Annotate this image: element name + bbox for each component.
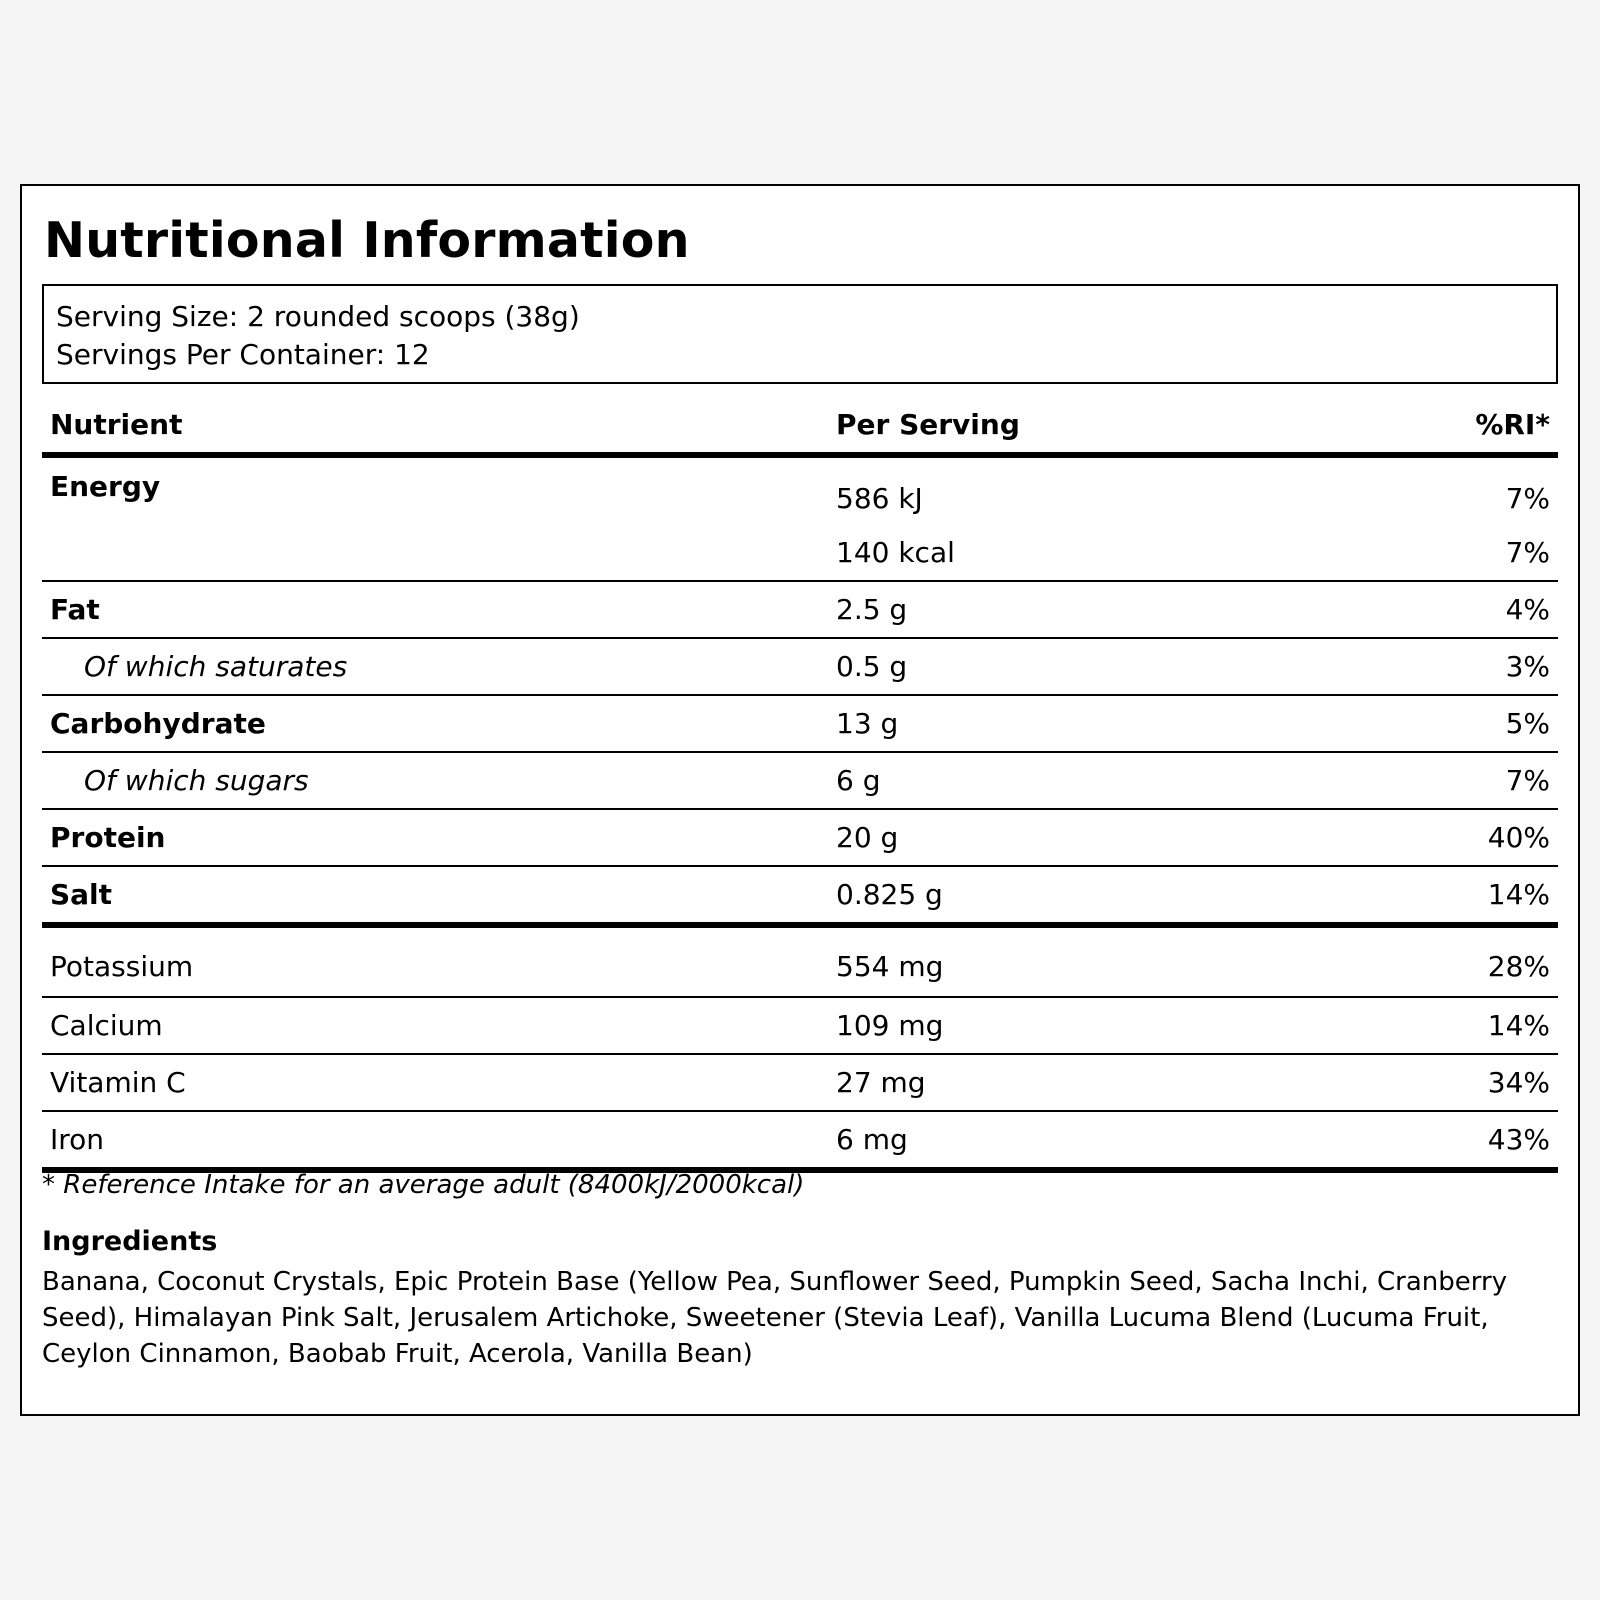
per-serving-value: 6 g: [828, 752, 1364, 809]
nutrient-name: Carbohydrate: [42, 695, 828, 752]
ri-value: 7%: [1364, 525, 1558, 581]
ri-value: 5%: [1364, 695, 1558, 752]
per-serving-value: 13 g: [828, 695, 1364, 752]
per-serving-value: 27 mg: [828, 1054, 1364, 1111]
nutrition-panel: [20, 184, 1580, 1416]
nutrient-name: Of which sugars: [42, 752, 828, 809]
table-row-energy-kj: [42, 455, 1558, 525]
table-row-potassium: [42, 925, 1558, 997]
nutrient-name: Salt: [42, 866, 828, 925]
header-ri: %RI*: [1364, 396, 1558, 455]
nutrient-name: Fat: [42, 581, 828, 638]
table-row-protein: [42, 809, 1558, 866]
ri-value: 28%: [1364, 925, 1558, 997]
ri-value: 7%: [1505, 482, 1550, 515]
ri-value: 43%: [1364, 1111, 1558, 1170]
header-per-serving: Per Serving: [828, 396, 1364, 455]
per-serving-value: 20 g: [828, 809, 1364, 866]
header-nutrient: Nutrient: [42, 396, 828, 455]
servings-per-container: Servings Per Container: 12: [56, 338, 430, 371]
ri-value: 34%: [1364, 1054, 1558, 1111]
table-header-row: [42, 396, 1558, 455]
nutrient-name: Iron: [42, 1111, 828, 1170]
ingredients-heading: Ingredients: [42, 1226, 218, 1257]
per-serving-value: 140 kcal: [828, 525, 1364, 581]
ri-value: 14%: [1364, 866, 1558, 925]
table-row-salt: [42, 866, 1558, 925]
reference-intake-footnote: * Reference Intake for an average adult (8400kJ/2000kcal): [42, 1170, 805, 1200]
per-serving-value: 586 kJ: [836, 482, 923, 515]
table-row-vitamin-c: [42, 1054, 1558, 1111]
per-serving-value: 554 mg: [828, 925, 1364, 997]
table-row-iron: [42, 1111, 1558, 1170]
table-row-saturates: [42, 638, 1558, 695]
per-serving-value: 109 mg: [828, 997, 1364, 1054]
ri-value: 7%: [1364, 752, 1558, 809]
ri-value: 4%: [1364, 581, 1558, 638]
ingredients-text: Banana, Coconut Crystals, Epic Protein Base (Yellow Pea, Sunflower Seed, Pumpkin Seed, Sacha Inchi, Cranberry Seed), Himalayan Pink Salt, Jerusalem Artichoke, Sweetener (Stevia Leaf), Vanilla Lucuma Blend (Lucuma Fruit, Ceylon Cinnamon, Baobab Fruit, Acerola, Vanilla Bean): [42, 1267, 1508, 1369]
ri-value: 40%: [1364, 809, 1558, 866]
nutrient-name: Vitamin C: [42, 1054, 828, 1111]
nutrient-name: Of which saturates: [42, 638, 828, 695]
serving-size: Serving Size: 2 rounded scoops (38g): [56, 300, 580, 333]
per-serving-value: 0.825 g: [828, 866, 1364, 925]
ri-value: 14%: [1364, 997, 1558, 1054]
nutrition-table: [42, 396, 1558, 1173]
page-title: Nutritional Information: [44, 212, 690, 269]
ri-value: 3%: [1364, 638, 1558, 695]
per-serving-value: 6 mg: [828, 1111, 1364, 1170]
table-row-fat: [42, 581, 1558, 638]
nutrient-name: Calcium: [42, 997, 828, 1054]
table-row-energy-kcal: [42, 525, 1558, 581]
nutrient-name: Potassium: [42, 925, 828, 997]
table-row-sugars: [42, 752, 1558, 809]
nutrient-name: Energy: [50, 470, 161, 503]
per-serving-value: 2.5 g: [828, 581, 1364, 638]
per-serving-value: 0.5 g: [828, 638, 1364, 695]
table-row-calcium: [42, 997, 1558, 1054]
nutrient-name: [42, 525, 828, 581]
table-row-carbohydrate: [42, 695, 1558, 752]
serving-info-box: [42, 284, 1558, 384]
nutrient-name: Protein: [42, 809, 828, 866]
